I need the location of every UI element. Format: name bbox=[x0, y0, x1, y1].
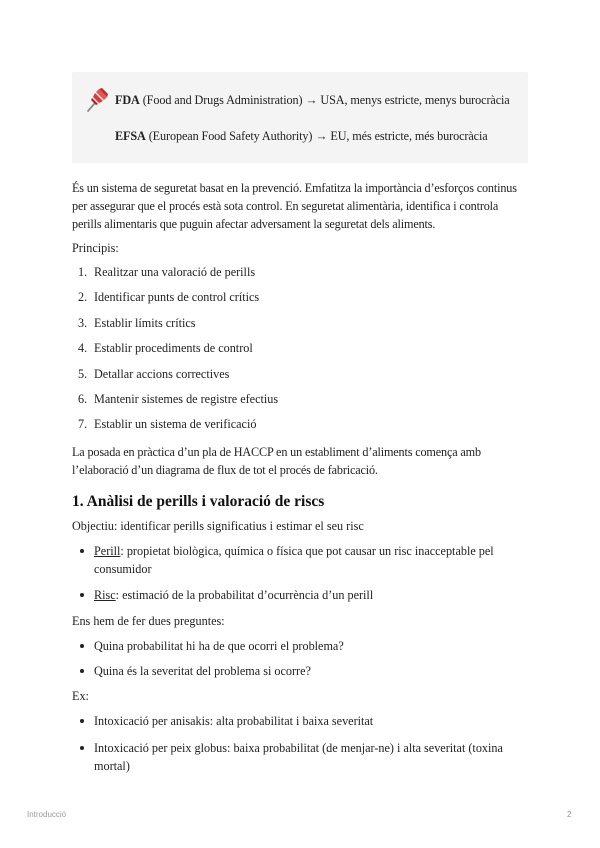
callout-efsa bbox=[115, 129, 488, 144]
list-number: 2. bbox=[78, 290, 88, 304]
callout-fda bbox=[115, 93, 510, 108]
list-text: Intoxicació per peix globus: baixa probabilitat (de menjar-ne) i alta severitat (toxina mortal) bbox=[94, 741, 503, 773]
bullet-icon bbox=[80, 669, 84, 673]
fda-abbr: FDA bbox=[115, 93, 140, 107]
bullet-icon bbox=[80, 644, 84, 648]
definition-item bbox=[80, 542, 530, 578]
bullet-icon bbox=[80, 593, 84, 597]
list-text: Establir procediments de control bbox=[94, 341, 253, 355]
list-text: Intoxicació per anisakis: alta probabilitat i baixa severitat bbox=[94, 714, 374, 728]
list-item bbox=[78, 417, 256, 432]
list-text: Mantenir sistemes de registre efectius bbox=[94, 392, 279, 406]
list-item bbox=[78, 392, 278, 407]
list-text: Realitzar una valoració de perills bbox=[94, 265, 256, 279]
list-text: Establir límits crítics bbox=[94, 316, 196, 330]
list-text: Quina probabilitat hi ha de que ocorri el problema? bbox=[94, 639, 344, 653]
list-number: 5. bbox=[78, 367, 88, 381]
list-item bbox=[78, 290, 259, 305]
list-item bbox=[78, 367, 229, 382]
footer-section: Introducció bbox=[27, 810, 67, 819]
fda-text: (Food and Drugs Administration) → USA, menys estricte, menys burocràcia bbox=[139, 93, 510, 107]
principis-label: Principis: bbox=[72, 241, 119, 255]
list-item bbox=[78, 341, 253, 356]
preguntes-label: Ens hem de fer dues preguntes: bbox=[72, 614, 225, 628]
bullet-icon bbox=[80, 719, 84, 723]
definition-item bbox=[80, 586, 530, 604]
objectiu-text: Objectiu: identificar perills significatius i estimar el seu risc bbox=[72, 519, 364, 533]
bullet-icon bbox=[80, 746, 84, 750]
list-item bbox=[78, 265, 255, 280]
list-item bbox=[78, 316, 196, 331]
list-text: Establir un sistema de verificació bbox=[94, 417, 257, 431]
intro-paragraph: És un sistema de seguretat basat en la prevenció. Emfatitza la importància d’esforços continus per assegurar que el procés està sota control. En seguretat alimentària, identifica i controla perills alimentaris que puguin afectar adversament la seguretat dels aliments. bbox=[72, 181, 517, 231]
list-text: Identificar punts de control crítics bbox=[94, 290, 260, 304]
definition-text: : propietat biològica, química o física que pot causar un risc inacceptable pel consumidor bbox=[94, 544, 494, 576]
section-heading: 1. Anàlisi de perills i valoració de riscs bbox=[72, 493, 325, 510]
list-number: 1. bbox=[78, 265, 88, 279]
efsa-text: (European Food Safety Authority) → EU, més estricte, més burocràcia bbox=[145, 129, 488, 143]
list-number: 4. bbox=[78, 341, 88, 355]
list-number: 7. bbox=[78, 417, 88, 431]
bullet-icon bbox=[80, 549, 84, 553]
ex-label: Ex: bbox=[72, 689, 89, 703]
page-number: 2 bbox=[567, 810, 572, 819]
list-number: 6. bbox=[78, 392, 88, 406]
definition-text: : estimació de la probabilitat d’ocurrència d’un perill bbox=[115, 588, 374, 602]
list-text: Detallar accions correctives bbox=[94, 367, 230, 381]
list-item bbox=[80, 739, 530, 775]
haccp-paragraph: La posada en pràctica d’un pla de HACCP en un establiment d’aliments comença amb l’elaboració d’un diagrama de flux de tot el procés de fabricació. bbox=[72, 445, 481, 477]
definition-term: Perill bbox=[94, 544, 121, 558]
list-number: 3. bbox=[78, 316, 88, 330]
callout-box bbox=[72, 72, 528, 163]
pushpin-icon bbox=[84, 86, 110, 114]
list-item bbox=[80, 712, 530, 730]
list-item bbox=[80, 637, 530, 655]
definition-term: Risc bbox=[94, 588, 116, 602]
efsa-abbr: EFSA bbox=[115, 129, 146, 143]
list-item bbox=[80, 662, 530, 680]
list-text: Quina és la severitat del problema si ocorre? bbox=[94, 664, 311, 678]
